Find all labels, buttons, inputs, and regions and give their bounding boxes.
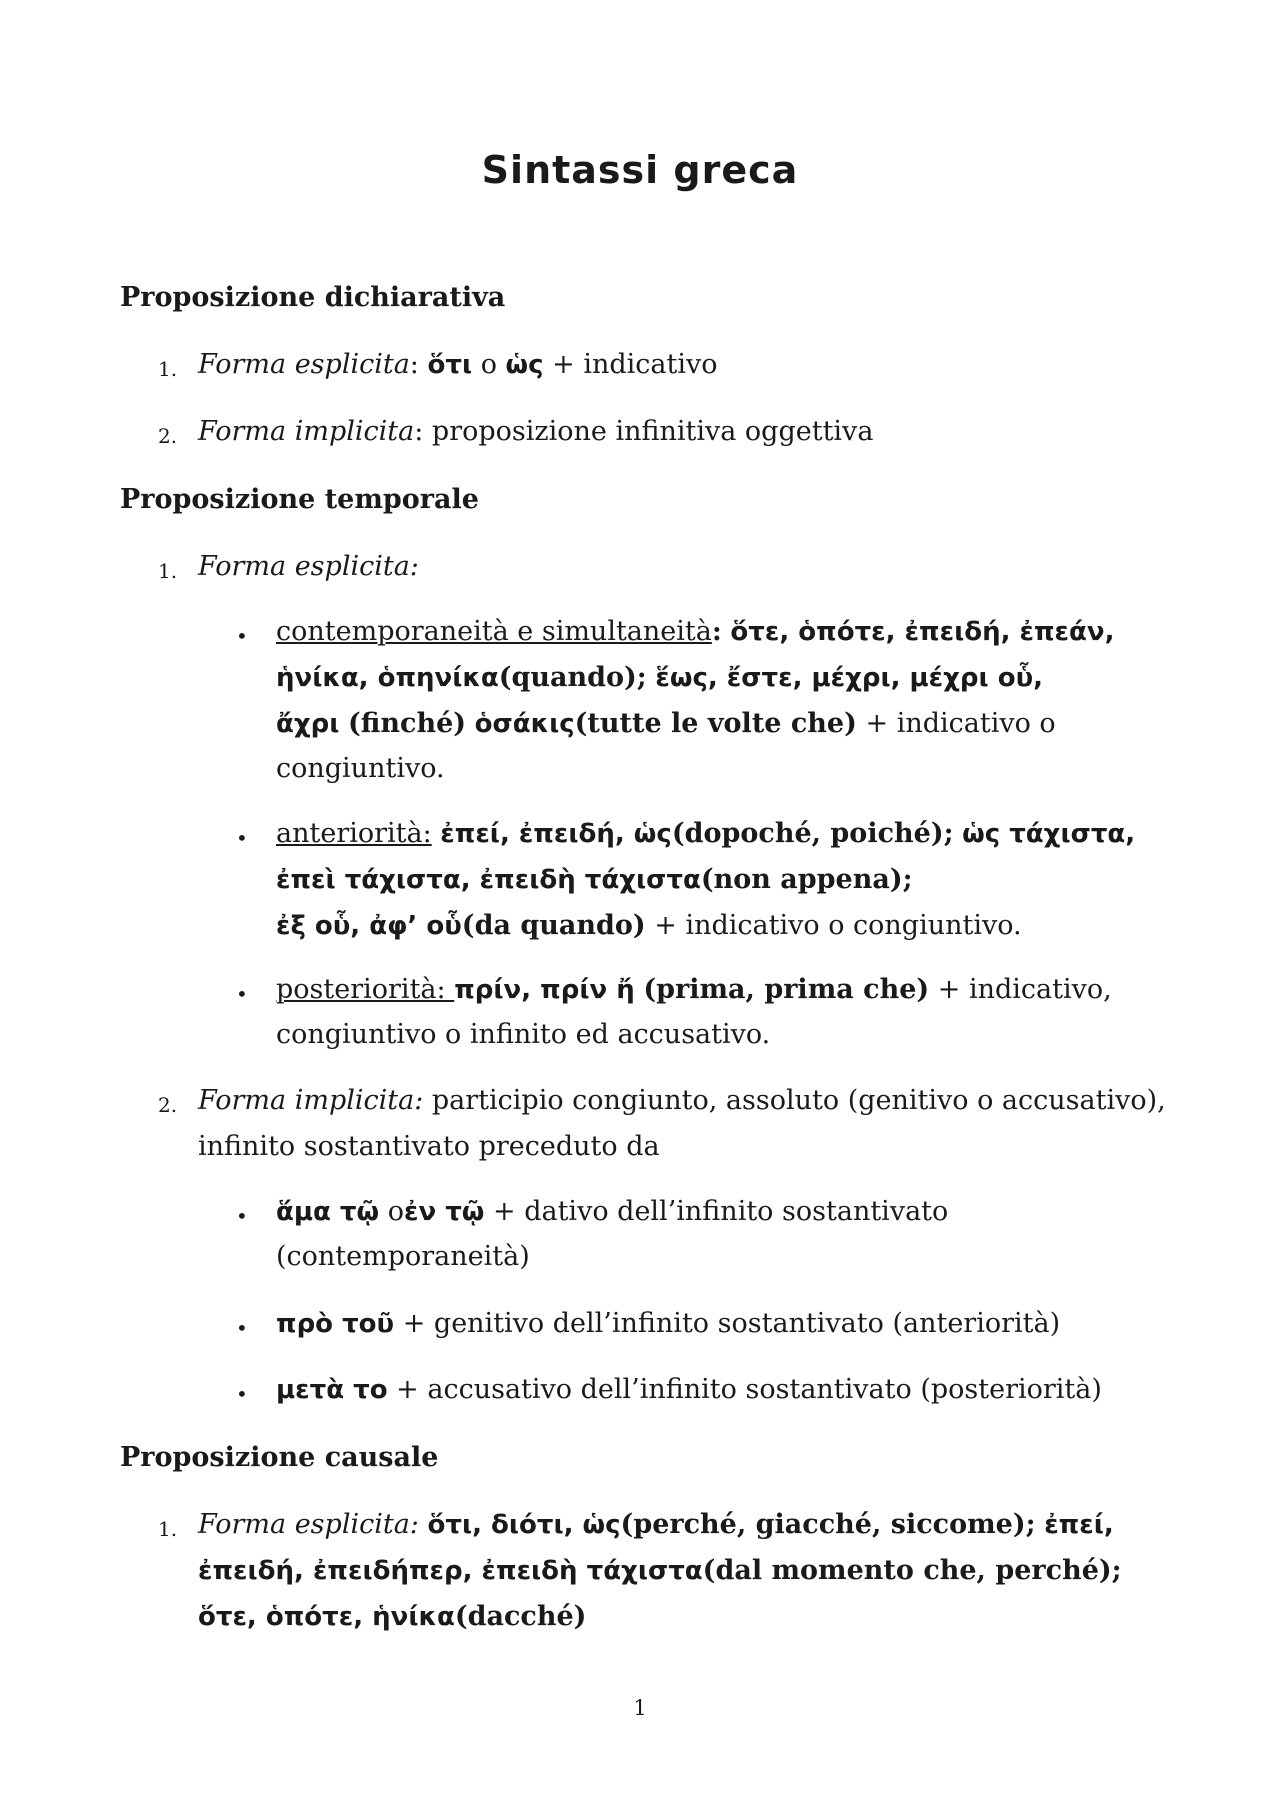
list-item: Forma esplicita: ὅτι o ὡς + indicativo	[198, 349, 718, 380]
heading-temporale: Proposizione temporale	[120, 484, 479, 515]
bullet-icon: •	[236, 1382, 248, 1406]
list-item-continuation: ὅτε, ὁπότε, ἡνίκα(dacché)	[198, 1601, 587, 1632]
bullet-line: ἐξ οὗ, ἀφ’ οὗ(da quando) + indicativo o congiuntivo.	[276, 910, 1022, 941]
list-number: 1.	[158, 357, 178, 381]
bullet-line: ἅμα τῷ oἐν τῷ + dativo dell’infinito sostantivato	[276, 1196, 949, 1227]
list-item-continuation: ἐπειδή, ἐπειδήπερ, ἐπειδὴ τάχιστα(dal momento che, perché);	[198, 1555, 1122, 1586]
list-item: Forma esplicita:	[198, 551, 419, 582]
bullet-line: ἄχρι (finché) ὁσάκις(tutte le volte che) + indicativo o	[276, 708, 1056, 739]
bullet-line: anteriorità: ἐπεί, ἐπειδή, ὡς(dopoché, poiché); ὡς τάχιστα,	[276, 818, 1136, 849]
page-number: 1	[633, 1696, 647, 1720]
bullet-line: congiuntivo.	[276, 753, 445, 784]
bullet-line: posteriorità: πρίν, πρίν ἤ (prima, prima che) + indicativo,	[276, 974, 1112, 1005]
bullet-line: congiuntivo o infinito ed accusativo.	[276, 1019, 771, 1050]
heading-dichiarativa: Proposizione dichiarativa	[120, 282, 506, 313]
list-number: 1.	[158, 559, 178, 583]
list-item: Forma implicita: proposizione infinitiva oggettiva	[198, 416, 874, 447]
document-title: Sintassi greca	[481, 148, 799, 192]
list-number: 2.	[158, 424, 178, 448]
bullet-icon: •	[236, 624, 248, 648]
list-item: Forma implicita: participio congiunto, assoluto (genitivo o accusativo),	[198, 1085, 1166, 1116]
list-number: 1.	[158, 1517, 178, 1541]
bullet-icon: •	[236, 982, 248, 1006]
bullet-icon: •	[236, 1204, 248, 1228]
bullet-icon: •	[236, 1316, 248, 1340]
list-item-continuation: infinito sostantivato preceduto da	[198, 1131, 660, 1162]
bullet-line: πρὸ τοῦ + genitivo dell’infinito sostantivato (anteriorità)	[276, 1308, 1061, 1339]
bullet-icon: •	[236, 826, 248, 850]
bullet-line: (contemporaneità)	[276, 1241, 530, 1272]
list-number: 2.	[158, 1093, 178, 1117]
bullet-line: contemporaneità e simultaneità: ὅτε, ὁπότε, ἐπειδή, ἐπεάν,	[276, 616, 1115, 647]
bullet-line: μετὰ το + accusativo dell’infinito sostantivato (posteriorità)	[276, 1374, 1102, 1405]
list-item: Forma esplicita: ὅτι, διότι, ὡς(perché, giacché, siccome); ἐπεί,	[198, 1509, 1114, 1540]
bullet-line: ἡνίκα, ὁπηνίκα(quando); ἕως, ἔστε, μέχρι, μέχρι οὗ,	[276, 662, 1044, 693]
heading-causale: Proposizione causale	[120, 1442, 439, 1473]
bullet-line: ἐπεὶ τάχιστα, ἐπειδὴ τάχιστα(non appena);	[276, 864, 913, 895]
